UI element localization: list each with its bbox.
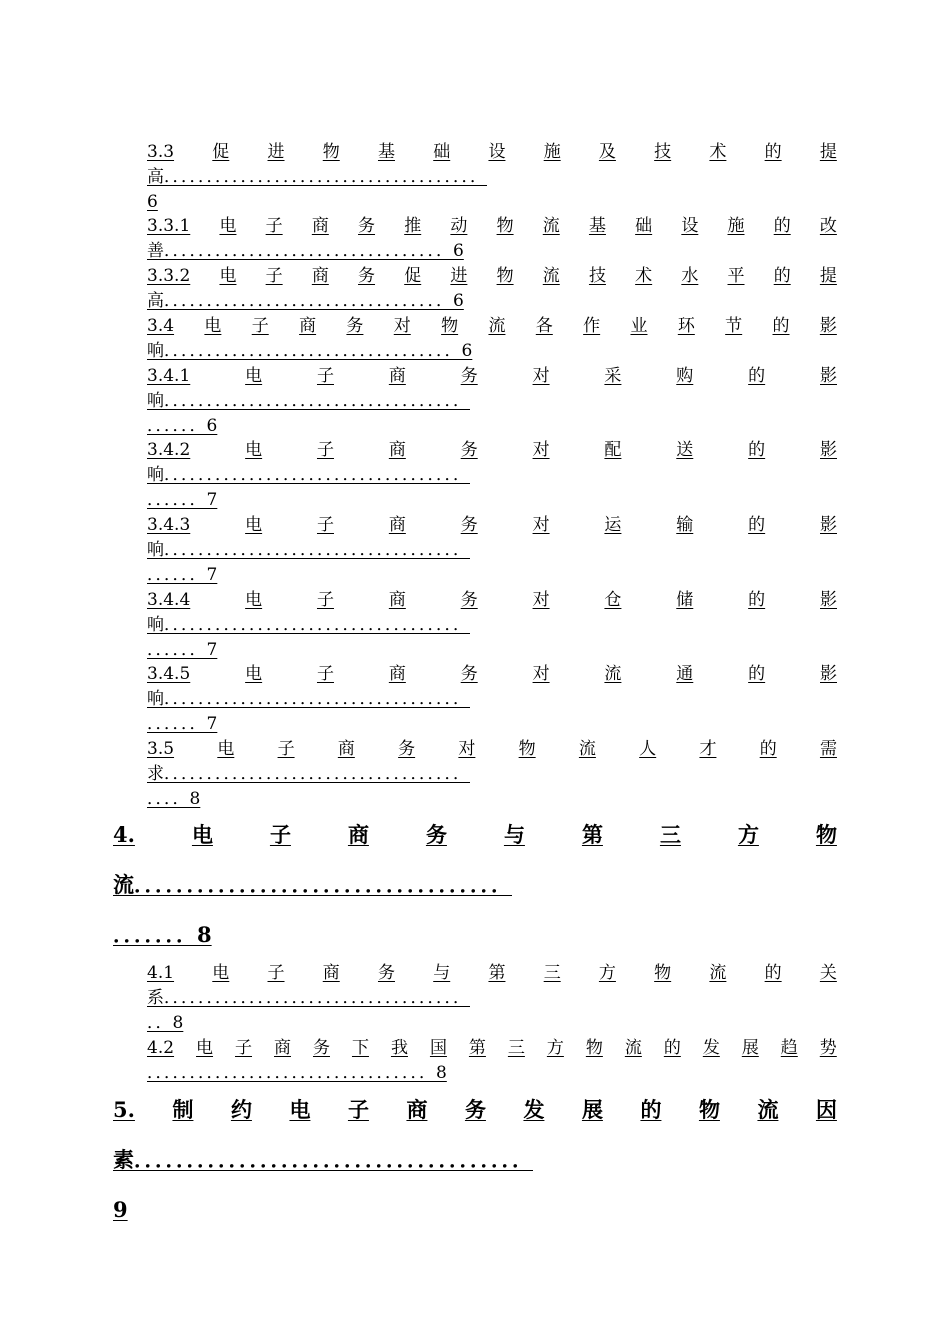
toc-word: 的 — [748, 590, 766, 610]
toc-word: 提 — [819, 266, 837, 286]
toc-word: 基 — [377, 142, 395, 162]
toc-word: 的 — [759, 739, 777, 759]
toc-word: 三 — [659, 822, 681, 847]
toc-word: 电 — [219, 266, 237, 286]
toc-word: 务 — [346, 316, 364, 336]
toc-word: 务 — [398, 739, 416, 759]
toc-word: 物 — [441, 316, 459, 336]
toc-word: 发 — [523, 1097, 545, 1122]
toc-word: 3.4.3 — [147, 515, 191, 535]
toc-word: 务 — [358, 216, 376, 236]
toc-word: 3.4.4 — [147, 590, 191, 610]
toc-word: 务 — [377, 963, 395, 983]
toc-word: 节 — [725, 316, 743, 336]
toc-word: 务 — [312, 1038, 330, 1058]
toc-word: 购 — [676, 366, 694, 386]
toc-word: 进 — [267, 142, 285, 162]
toc-word: 国 — [429, 1038, 447, 1058]
toc-word: 的 — [773, 266, 791, 286]
toc-word: 流 — [488, 316, 506, 336]
toc-word: 务 — [460, 366, 478, 386]
toc-word: 影 — [820, 515, 837, 535]
toc-word: 影 — [820, 590, 837, 610]
toc-title-line — [147, 364, 837, 388]
toc-word: 电 — [245, 515, 263, 535]
toc-leader-line: ．．．．．．7 — [147, 640, 218, 660]
toc-word: 务 — [464, 1097, 486, 1122]
toc-word: 趋 — [780, 1038, 798, 1058]
toc-leader-line: 求．．．．．．．．．．．．．．．．．．．．．．．．．．．．．．．．．．． — [147, 764, 470, 784]
toc-leader-line: 响．．．．．．．．．．．．．．．．．．．．．．．．．．．．．．．．．．6 — [147, 341, 473, 361]
toc-word: 的 — [764, 142, 782, 162]
toc-word: 运 — [604, 515, 622, 535]
toc-word: 务 — [460, 440, 478, 460]
toc-word: 电 — [191, 822, 213, 847]
toc-word: 3.4.1 — [147, 366, 191, 386]
toc-leader-line: ．．．．．．6 — [147, 416, 218, 436]
toc-leader-line: 响．．．．．．．．．．．．．．．．．．．．．．．．．．．．．．．．．．． — [147, 615, 470, 635]
toc-word: 对 — [532, 515, 550, 535]
toc-word: 促 — [404, 266, 422, 286]
toc-title-line — [147, 264, 837, 288]
toc-word: 对 — [532, 590, 550, 610]
toc-word: 电 — [196, 1038, 214, 1058]
toc-word: 3.5 — [147, 739, 175, 759]
toc-word: 商 — [347, 822, 369, 847]
toc-word: 商 — [388, 664, 406, 684]
toc-title-line — [147, 314, 837, 338]
toc-word: 对 — [458, 739, 476, 759]
toc-word: 子 — [277, 739, 295, 759]
toc-word: 电 — [212, 963, 230, 983]
toc-word: 商 — [388, 366, 406, 386]
toc-word: 电 — [245, 664, 263, 684]
toc-word: 仓 — [604, 590, 622, 610]
toc-word: 需 — [819, 739, 837, 759]
toc-word: 约 — [230, 1097, 252, 1122]
toc-word: 的 — [640, 1097, 662, 1122]
toc-word: 4.2 — [147, 1038, 175, 1058]
toc-title-line — [147, 214, 837, 238]
toc-leader-line: 素．．．．．．．．．．．．．．．．．．．．．．．．．．．．．．．．．．．．． — [113, 1147, 533, 1172]
toc-leader-line: 善．．．．．．．．．．．．．．．．．．．．．．．．．．．．．．．．．6 — [147, 241, 464, 261]
toc-word: 物 — [518, 739, 536, 759]
toc-leader-line: ．．8 — [147, 1013, 184, 1033]
toc-word: 商 — [388, 515, 406, 535]
toc-word: 环 — [677, 316, 695, 336]
toc-word: 子 — [265, 216, 283, 236]
toc-word: 务 — [425, 822, 447, 847]
toc-word: 4.1 — [147, 963, 175, 983]
toc-word: 方 — [598, 963, 616, 983]
toc-word: 第 — [581, 822, 603, 847]
toc-word: 流 — [542, 266, 560, 286]
toc-leader-line: ．．．．8 — [147, 789, 201, 809]
toc-word: 3.3.1 — [147, 216, 191, 236]
toc-word: 电 — [204, 316, 222, 336]
toc-word: 3.4.5 — [147, 664, 191, 684]
toc-word: 施 — [727, 216, 745, 236]
toc-word: 电 — [245, 440, 263, 460]
toc-word: 影 — [820, 366, 837, 386]
toc-word: 第 — [468, 1038, 486, 1058]
toc-word: 动 — [450, 216, 468, 236]
toc-word: 电 — [289, 1097, 311, 1122]
toc-word: 水 — [681, 266, 699, 286]
toc-word: 影 — [819, 316, 837, 336]
toc-leader-line: 流．．．．．．．．．．．．．．．．．．．．．．．．．．．．．．．．．．． — [113, 872, 512, 897]
toc-word: 物 — [815, 822, 837, 847]
toc-word: 采 — [604, 366, 622, 386]
toc-word: 电 — [217, 739, 235, 759]
toc-word: 方 — [737, 822, 759, 847]
toc-word: 通 — [676, 664, 694, 684]
toc-leader-line: ．．．．．．7 — [147, 714, 218, 734]
toc-word: 对 — [532, 366, 550, 386]
toc-word: 商 — [388, 440, 406, 460]
toc-word: 子 — [316, 366, 334, 386]
toc-leader-line: 6 — [147, 192, 158, 212]
toc-word: 务 — [460, 664, 478, 684]
toc-word: 及 — [598, 142, 616, 162]
toc-word: 流 — [604, 664, 622, 684]
toc-word: 作 — [583, 316, 601, 336]
toc-word: 改 — [819, 216, 837, 236]
toc-word: 推 — [404, 216, 422, 236]
toc-word: 务 — [460, 515, 478, 535]
toc-word: 子 — [316, 590, 334, 610]
toc-title-line — [147, 513, 837, 537]
toc-title-line — [147, 961, 837, 985]
toc-word: 各 — [535, 316, 553, 336]
toc-title-line — [147, 1036, 837, 1060]
toc-word: 与 — [503, 822, 525, 847]
toc-leader-line: 高．．．．．．．．．．．．．．．．．．．．．．．．．．．．．．．．．．．．． — [147, 167, 487, 187]
toc-word: 子 — [269, 822, 291, 847]
toc-word: 展 — [581, 1097, 603, 1122]
toc-word: 基 — [588, 216, 606, 236]
toc-word: 电 — [219, 216, 237, 236]
toc-leader-line: 响．．．．．．．．．．．．．．．．．．．．．．．．．．．．．．．．．．． — [147, 689, 470, 709]
toc-title-line — [147, 737, 837, 761]
toc-word: 3.3.2 — [147, 266, 191, 286]
toc-word: 子 — [347, 1097, 369, 1122]
toc-title-line — [147, 662, 837, 686]
toc-word: 5. — [113, 1097, 135, 1122]
toc-word: 术 — [709, 142, 727, 162]
toc-word: 对 — [532, 440, 550, 460]
toc-title-line — [147, 140, 837, 164]
toc-word: 三 — [507, 1038, 525, 1058]
toc-word: 制 — [172, 1097, 194, 1122]
toc-word: 配 — [604, 440, 622, 460]
toc-word: 3.3 — [147, 142, 175, 162]
toc-word: 因 — [815, 1097, 837, 1122]
toc-word: 进 — [450, 266, 468, 286]
toc-word: 商 — [311, 216, 329, 236]
toc-leader-line: 系．．．．．．．．．．．．．．．．．．．．．．．．．．．．．．．．．．． — [147, 988, 470, 1008]
toc-word: 子 — [267, 963, 285, 983]
toc-word: 术 — [635, 266, 653, 286]
toc-leader-line: 高．．．．．．．．．．．．．．．．．．．．．．．．．．．．．．．．．6 — [147, 291, 464, 311]
toc-word: 下 — [351, 1038, 369, 1058]
toc-word: 物 — [585, 1038, 603, 1058]
toc-word: 的 — [748, 366, 766, 386]
toc-word: 商 — [388, 590, 406, 610]
toc-word: 输 — [676, 515, 694, 535]
toc-title-line — [113, 1096, 837, 1124]
toc-word: 子 — [265, 266, 283, 286]
toc-word: 物 — [496, 216, 514, 236]
toc-word: 3.4.2 — [147, 440, 191, 460]
toc-word: 电 — [245, 590, 263, 610]
toc-word: 促 — [212, 142, 230, 162]
toc-word: 技 — [588, 266, 606, 286]
toc-word: 我 — [390, 1038, 408, 1058]
toc-leader-line: 响．．．．．．．．．．．．．．．．．．．．．．．．．．．．．．．．．．． — [147, 465, 470, 485]
toc-word: 的 — [663, 1038, 681, 1058]
toc-word: 流 — [757, 1097, 779, 1122]
toc-word: 商 — [322, 963, 340, 983]
toc-word: 影 — [820, 664, 837, 684]
toc-word: 影 — [820, 440, 837, 460]
toc-word: 础 — [635, 216, 653, 236]
toc-word: 设 — [488, 142, 506, 162]
toc-word: 的 — [748, 440, 766, 460]
toc-word: 子 — [235, 1038, 253, 1058]
toc-leader-line: ．．．．．．．．．．．．．．．．．．．．．．．．．．．．．．．．．8 — [147, 1063, 447, 1083]
toc-word: 4. — [113, 822, 135, 847]
toc-leader-line: 响．．．．．．．．．．．．．．．．．．．．．．．．．．．．．．．．．．． — [147, 540, 470, 560]
toc-word: 设 — [681, 216, 699, 236]
toc-word: 的 — [748, 664, 766, 684]
toc-word: 方 — [546, 1038, 564, 1058]
toc-word: 流 — [542, 216, 560, 236]
toc-word: 子 — [251, 316, 269, 336]
toc-word: 3.4 — [147, 316, 175, 336]
toc-word: 商 — [274, 1038, 291, 1058]
toc-word: 第 — [488, 963, 506, 983]
toc-word: 商 — [311, 266, 329, 286]
toc-word: 子 — [316, 440, 334, 460]
toc-word: 储 — [676, 590, 694, 610]
toc-word: 务 — [358, 266, 376, 286]
toc-word: 施 — [543, 142, 561, 162]
toc-word: 对 — [532, 664, 550, 684]
toc-word: 提 — [819, 142, 837, 162]
toc-word: 三 — [543, 963, 561, 983]
toc-title-line — [147, 438, 837, 462]
toc-word: 的 — [764, 963, 782, 983]
toc-word: 技 — [654, 142, 672, 162]
toc-word: 流 — [709, 963, 727, 983]
toc-word: 商 — [299, 316, 317, 336]
toc-word: 的 — [772, 316, 790, 336]
toc-word: 发 — [702, 1038, 720, 1058]
toc-leader-line: ．．．．．．7 — [147, 490, 218, 510]
toc-word: 展 — [741, 1038, 759, 1058]
toc-word: 商 — [337, 739, 355, 759]
toc-word: 物 — [654, 963, 672, 983]
toc-word: 物 — [322, 142, 340, 162]
toc-word: 础 — [433, 142, 451, 162]
toc-word: 的 — [773, 216, 791, 236]
toc-word: 与 — [433, 963, 451, 983]
toc-leader-line: ．．．．．．．8 — [113, 922, 212, 947]
toc-word: 势 — [819, 1038, 837, 1058]
toc-word: 人 — [639, 739, 657, 759]
toc-leader-line: 9 — [113, 1197, 128, 1222]
toc-leader-line: 响．．．．．．．．．．．．．．．．．．．．．．．．．．．．．．．．．．． — [147, 391, 470, 411]
toc-word: 平 — [727, 266, 745, 286]
toc-word: 关 — [819, 963, 837, 983]
toc-word: 才 — [699, 739, 717, 759]
toc-word: 商 — [406, 1097, 428, 1122]
toc-leader-line: ．．．．．．7 — [147, 565, 218, 585]
toc-word: 电 — [245, 366, 263, 386]
toc-word: 送 — [676, 440, 694, 460]
toc-word: 物 — [496, 266, 514, 286]
toc-word: 子 — [316, 664, 334, 684]
toc-title-line — [147, 588, 837, 612]
toc-word: 物 — [698, 1097, 720, 1122]
toc-word: 务 — [460, 590, 478, 610]
toc-word: 流 — [578, 739, 596, 759]
toc-word: 对 — [393, 316, 411, 336]
toc-word: 业 — [630, 316, 648, 336]
toc-title-line — [113, 821, 837, 849]
toc-word: 的 — [748, 515, 766, 535]
toc-word: 子 — [316, 515, 334, 535]
toc-word: 流 — [624, 1038, 642, 1058]
